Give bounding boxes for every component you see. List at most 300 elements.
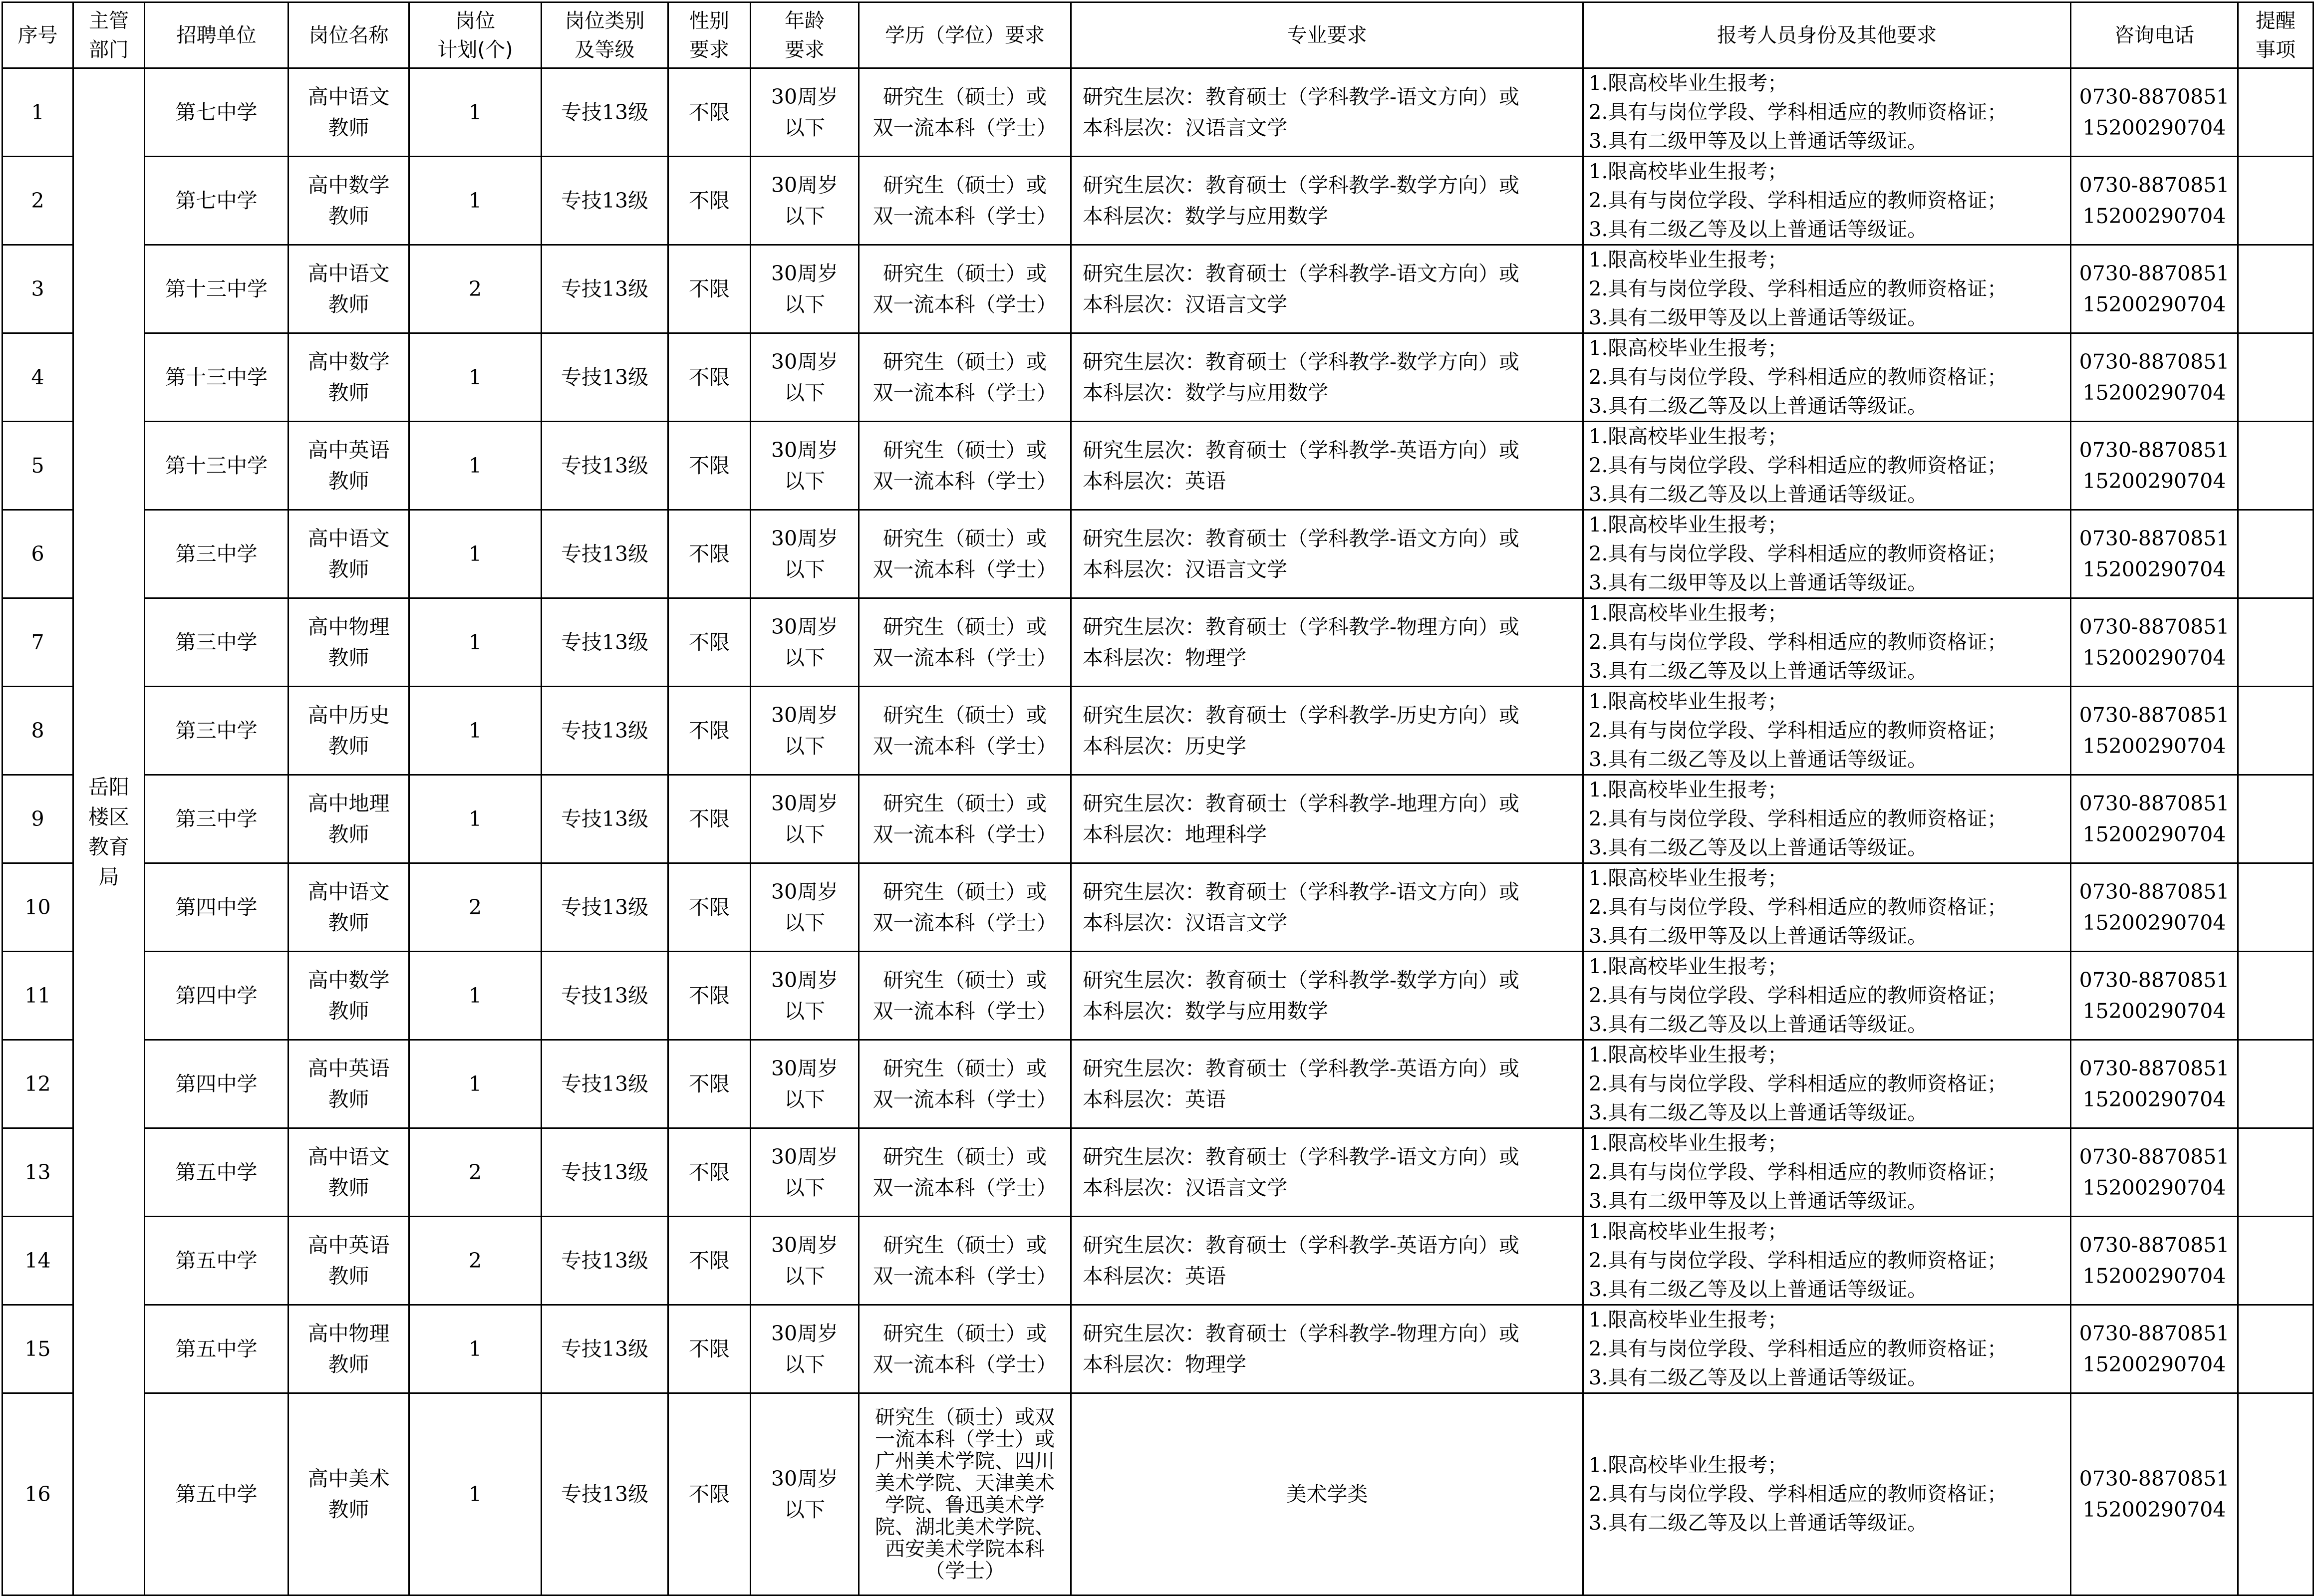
cell-requirements [1583, 687, 2071, 775]
cell-line: 0730-8870851 [2079, 438, 2230, 462]
table-row [2, 687, 2314, 775]
cell-plan: 1 [409, 510, 542, 598]
cell-plan: 1 [409, 68, 542, 157]
cell-requirements [1583, 1305, 2071, 1393]
cell-line: 30周岁 [771, 1467, 839, 1491]
table-row [2, 1128, 2314, 1217]
cell-seq: 6 [2, 510, 73, 598]
cell-line: 研究生（硕士）或 [883, 1322, 1047, 1345]
cell-line: 0730-8870851 [2079, 527, 2230, 550]
cell-requirements [1583, 598, 2071, 687]
cell-notes [2238, 68, 2314, 157]
cell-unit: 第三中学 [145, 775, 289, 863]
cell-unit: 第三中学 [145, 687, 289, 775]
table-row [2, 245, 2314, 333]
cell-line: 学院、鲁迅美术学 [885, 1494, 1045, 1517]
cell-line: 高中地理 [307, 792, 390, 815]
cell-phone [2071, 775, 2238, 863]
cell-line: 高中数学 [307, 968, 390, 992]
cell-line: 15200290704 [2082, 1087, 2226, 1111]
cell-seq: 12 [2, 1040, 73, 1128]
cell-major [1071, 245, 1583, 333]
cell-major [1071, 1040, 1583, 1128]
cell-line: 本科层次：汉语言文学 [1083, 911, 1287, 935]
cell-line: 西安美术学院本科 [885, 1538, 1045, 1561]
cell-line: 本科层次：历史学 [1083, 734, 1246, 758]
cell-requirements [1583, 333, 2071, 422]
cell-line: 高中英语 [307, 1057, 390, 1080]
cell-line: 0730-8870851 [2079, 85, 2230, 109]
cell-phone [2071, 952, 2238, 1040]
cell-line: 美术学类 [1286, 1482, 1368, 1506]
cell-unit: 第五中学 [145, 1128, 289, 1217]
cell-line: 高中物理 [307, 1322, 390, 1345]
cell-major [1071, 157, 1583, 245]
cell-line: 1.限高校毕业生报考； [1589, 425, 1788, 448]
cell-line: 以下 [784, 1087, 825, 1111]
cell-seq: 16 [2, 1393, 73, 1596]
cell-line: 2.具有与岗位学段、学科相适应的教师资格证； [1589, 631, 2008, 654]
cell-line: 教师 [328, 381, 369, 405]
cell-line: 2.具有与岗位学段、学科相适应的教师资格证； [1589, 719, 2008, 742]
cell-education [859, 510, 1071, 598]
cell-line: 教师 [328, 911, 369, 935]
cell-post [289, 687, 409, 775]
cell-line: 1.限高校毕业生报考； [1589, 779, 1788, 801]
cell-plan: 1 [409, 333, 542, 422]
cell-post [289, 1128, 409, 1217]
cell-requirements [1583, 1128, 2071, 1217]
cell-line: 1.限高校毕业生报考； [1589, 1454, 1788, 1477]
cell-requirements [1583, 245, 2071, 333]
cell-line: 15200290704 [2082, 1176, 2226, 1200]
cell-plan: 1 [409, 1305, 542, 1393]
cell-seq: 9 [2, 775, 73, 863]
cell-line: 30周岁 [771, 85, 839, 109]
cell-line: 研究生（硕士）或 [883, 1057, 1047, 1080]
cell-line: 高中语文 [307, 1145, 390, 1169]
header-education: 学历（学位）要求 [859, 2, 1071, 68]
cell-line: 教师 [328, 292, 369, 316]
cell-age [751, 245, 859, 333]
cell-line: 楼区 [88, 804, 129, 829]
cell-education [859, 775, 1071, 863]
cell-line: 2.具有与岗位学段、学科相适应的教师资格证； [1589, 101, 2008, 124]
cell-line: 双一流本科（学士） [872, 116, 1057, 140]
cell-notes [2238, 510, 2314, 598]
cell-notes [2238, 775, 2314, 863]
cell-education [859, 952, 1071, 1040]
cell-line: 3.具有二级乙等及以上普通话等级证。 [1589, 1101, 1928, 1124]
cell-age [751, 510, 859, 598]
cell-age [751, 1040, 859, 1128]
cell-line: 研究生（硕士）或 [883, 615, 1047, 639]
cell-line: 高中语文 [307, 85, 390, 109]
cell-category: 专技13级 [542, 598, 668, 687]
cell-line: 本科层次：物理学 [1083, 1352, 1246, 1376]
cell-line: 高中物理 [307, 615, 390, 639]
cell-category: 专技13级 [542, 68, 668, 157]
cell-line: 15200290704 [2082, 911, 2226, 935]
header-age: 年龄 要求 [751, 2, 859, 68]
cell-line: 30周岁 [771, 792, 839, 815]
cell-line: 2.具有与岗位学段、学科相适应的教师资格证； [1589, 1483, 2008, 1506]
cell-line: 30周岁 [771, 527, 839, 550]
table-row [2, 863, 2314, 952]
cell-gender: 不限 [668, 1128, 751, 1217]
cell-line: 15200290704 [2082, 999, 2226, 1023]
cell-major [1071, 687, 1583, 775]
cell-category: 专技13级 [542, 1393, 668, 1596]
cell-seq: 5 [2, 422, 73, 510]
table-row [2, 598, 2314, 687]
cell-line: 2.具有与岗位学段、学科相适应的教师资格证； [1589, 807, 2008, 830]
cell-line: 2.具有与岗位学段、学科相适应的教师资格证； [1589, 189, 2008, 212]
cell-phone [2071, 687, 2238, 775]
cell-phone [2071, 422, 2238, 510]
cell-line: 2.具有与岗位学段、学科相适应的教师资格证； [1589, 1072, 2008, 1095]
cell-line: 研究生（硕士）或 [883, 968, 1047, 992]
cell-line: 30周岁 [771, 262, 839, 285]
cell-age [751, 775, 859, 863]
cell-gender: 不限 [668, 1393, 751, 1596]
cell-education [859, 333, 1071, 422]
cell-unit: 第五中学 [145, 1217, 289, 1305]
header-gender: 性别 要求 [668, 2, 751, 68]
cell-line: 研究生层次：教育硕士（学科教学-物理方向）或 [1083, 615, 1519, 639]
cell-line: 15200290704 [2082, 1498, 2226, 1522]
cell-category: 专技13级 [542, 863, 668, 952]
cell-category: 专技13级 [542, 1040, 668, 1128]
cell-line: 3.具有二级甲等及以上普通话等级证。 [1589, 925, 1928, 948]
cell-category: 专技13级 [542, 157, 668, 245]
cell-seq: 3 [2, 245, 73, 333]
cell-seq: 7 [2, 598, 73, 687]
cell-line: 院、湖北美术学院、 [875, 1516, 1055, 1539]
cell-line: 高中数学 [307, 173, 390, 197]
cell-education [859, 1040, 1071, 1128]
cell-line: 研究生层次：教育硕士（学科教学-数学方向）或 [1083, 350, 1519, 374]
cell-major [1071, 952, 1583, 1040]
cell-age [751, 68, 859, 157]
cell-line: （学士） [925, 1560, 1005, 1583]
cell-line: 高中数学 [307, 350, 390, 374]
cell-age [751, 1305, 859, 1393]
cell-line: 双一流本科（学士） [872, 1264, 1057, 1288]
cell-line: 1.限高校毕业生报考； [1589, 72, 1788, 95]
cell-line: 研究生（硕士）或 [883, 85, 1047, 109]
cell-line: 研究生（硕士）或 [883, 792, 1047, 815]
cell-phone [2071, 333, 2238, 422]
cell-post [289, 598, 409, 687]
cell-phone [2071, 598, 2238, 687]
cell-line: 本科层次：汉语言文学 [1083, 1176, 1287, 1200]
cell-line: 教师 [328, 557, 369, 581]
cell-phone [2071, 1128, 2238, 1217]
cell-major [1071, 1128, 1583, 1217]
cell-line: 15200290704 [2082, 557, 2226, 581]
cell-line: 一流本科（学士）或 [875, 1428, 1055, 1451]
cell-phone [2071, 157, 2238, 245]
cell-seq: 10 [2, 863, 73, 952]
cell-seq: 13 [2, 1128, 73, 1217]
cell-unit: 第十三中学 [145, 245, 289, 333]
cell-age [751, 1217, 859, 1305]
table-row [2, 1217, 2314, 1305]
header-post: 岗位名称 [289, 2, 409, 68]
cell-gender: 不限 [668, 1217, 751, 1305]
cell-major [1071, 333, 1583, 422]
table-row [2, 952, 2314, 1040]
cell-line: 1.限高校毕业生报考； [1589, 690, 1788, 713]
table-header [2, 2, 2314, 68]
cell-education [859, 157, 1071, 245]
table-row [2, 510, 2314, 598]
cell-unit: 第七中学 [145, 157, 289, 245]
cell-notes [2238, 1217, 2314, 1305]
cell-line: 0730-8870851 [2079, 173, 2230, 197]
cell-line: 双一流本科（学士） [872, 469, 1057, 493]
cell-category: 专技13级 [542, 510, 668, 598]
cell-line: 1.限高校毕业生报考； [1589, 514, 1788, 536]
cell-education [859, 245, 1071, 333]
cell-seq: 2 [2, 157, 73, 245]
cell-age [751, 333, 859, 422]
cell-line: 30周岁 [771, 350, 839, 374]
cell-line: 30周岁 [771, 1322, 839, 1345]
cell-line: 研究生层次：教育硕士（学科教学-语文方向）或 [1083, 262, 1519, 285]
cell-gender: 不限 [668, 1040, 751, 1128]
cell-line: 3.具有二级乙等及以上普通话等级证。 [1589, 395, 1928, 418]
cell-major [1071, 510, 1583, 598]
cell-line: 0730-8870851 [2079, 1057, 2230, 1080]
cell-line: 3.具有二级乙等及以上普通话等级证。 [1589, 218, 1928, 241]
cell-line: 2.具有与岗位学段、学科相适应的教师资格证； [1589, 984, 2008, 1007]
cell-line: 研究生（硕士）或 [883, 350, 1047, 374]
cell-notes [2238, 157, 2314, 245]
cell-line: 教师 [328, 734, 369, 758]
table-row [2, 157, 2314, 245]
cell-seq: 15 [2, 1305, 73, 1393]
cell-line: 3.具有二级乙等及以上普通话等级证。 [1589, 1366, 1928, 1389]
header-unit: 招聘单位 [145, 2, 289, 68]
cell-line: 3.具有二级甲等及以上普通话等级证。 [1589, 571, 1928, 594]
cell-category: 专技13级 [542, 687, 668, 775]
cell-line: 局 [98, 864, 119, 889]
cell-line: 0730-8870851 [2079, 262, 2230, 285]
cell-age [751, 157, 859, 245]
cell-unit: 第三中学 [145, 598, 289, 687]
cell-plan: 1 [409, 598, 542, 687]
cell-line: 研究生层次：教育硕士（学科教学-语文方向）或 [1083, 1145, 1519, 1169]
cell-line: 0730-8870851 [2079, 1233, 2230, 1257]
cell-category: 专技13级 [542, 245, 668, 333]
cell-line: 15200290704 [2082, 292, 2226, 316]
cell-line: 研究生（硕士）或 [883, 1233, 1047, 1257]
cell-age [751, 1393, 859, 1596]
cell-line: 30周岁 [771, 968, 839, 992]
header-dept: 主管 部门 [73, 2, 145, 68]
cell-line: 0730-8870851 [2079, 1467, 2230, 1491]
cell-major [1071, 598, 1583, 687]
cell-line: 双一流本科（学士） [872, 1352, 1057, 1376]
cell-line: 双一流本科（学士） [872, 646, 1057, 670]
cell-line: 双一流本科（学士） [872, 292, 1057, 316]
cell-line: 0730-8870851 [2079, 615, 2230, 639]
cell-line: 15200290704 [2082, 646, 2226, 670]
cell-notes [2238, 598, 2314, 687]
cell-seq: 8 [2, 687, 73, 775]
cell-unit: 第七中学 [145, 68, 289, 157]
cell-line: 研究生层次：教育硕士（学科教学-语文方向）或 [1083, 880, 1519, 904]
cell-line: 教师 [328, 1352, 369, 1376]
cell-major [1071, 775, 1583, 863]
table-row [2, 775, 2314, 863]
cell-line: 以下 [784, 1352, 825, 1376]
cell-line: 岳阳 [88, 775, 129, 799]
header-requirements: 报考人员身份及其他要求 [1583, 2, 2071, 68]
cell-line: 教师 [328, 999, 369, 1023]
cell-gender: 不限 [668, 68, 751, 157]
cell-line: 2.具有与岗位学段、学科相适应的教师资格证； [1589, 1337, 2008, 1360]
cell-post [289, 157, 409, 245]
cell-line: 本科层次：英语 [1083, 1264, 1226, 1288]
cell-line: 研究生（硕士）或双 [875, 1406, 1055, 1429]
cell-line: 研究生层次：教育硕士（学科教学-数学方向）或 [1083, 968, 1519, 992]
cell-line: 以下 [784, 381, 825, 405]
cell-gender: 不限 [668, 775, 751, 863]
cell-line: 双一流本科（学士） [872, 1087, 1057, 1111]
cell-gender: 不限 [668, 1305, 751, 1393]
cell-phone [2071, 510, 2238, 598]
cell-notes [2238, 952, 2314, 1040]
cell-line: 美术学院、天津美术 [875, 1472, 1055, 1495]
cell-unit: 第四中学 [145, 863, 289, 952]
cell-line: 3.具有二级乙等及以上普通话等级证。 [1589, 836, 1928, 859]
cell-age [751, 1128, 859, 1217]
cell-line: 0730-8870851 [2079, 880, 2230, 904]
cell-category: 专技13级 [542, 775, 668, 863]
cell-line: 2.具有与岗位学段、学科相适应的教师资格证； [1589, 454, 2008, 477]
cell-line: 3.具有二级乙等及以上普通话等级证。 [1589, 1512, 1928, 1535]
cell-phone [2071, 68, 2238, 157]
cell-line: 高中语文 [307, 262, 390, 285]
cell-gender: 不限 [668, 157, 751, 245]
cell-education [859, 1305, 1071, 1393]
cell-gender: 不限 [668, 510, 751, 598]
cell-requirements [1583, 863, 2071, 952]
cell-line: 以下 [784, 1176, 825, 1200]
cell-requirements [1583, 157, 2071, 245]
cell-requirements [1583, 952, 2071, 1040]
cell-plan: 1 [409, 422, 542, 510]
cell-phone [2071, 1393, 2238, 1596]
header-row [2, 2, 2314, 68]
cell-notes [2238, 1040, 2314, 1128]
cell-gender: 不限 [668, 333, 751, 422]
cell-notes [2238, 1128, 2314, 1217]
cell-requirements [1583, 775, 2071, 863]
cell-line: 15200290704 [2082, 204, 2226, 228]
cell-post [289, 245, 409, 333]
header-notes: 提醒 事项 [2238, 2, 2314, 68]
cell-line: 研究生（硕士）或 [883, 438, 1047, 462]
cell-line: 本科层次：数学与应用数学 [1083, 381, 1328, 405]
cell-line: 教师 [328, 1176, 369, 1200]
cell-unit: 第四中学 [145, 952, 289, 1040]
cell-line: 高中美术 [307, 1467, 390, 1491]
cell-line: 以下 [784, 999, 825, 1023]
cell-line: 本科层次：汉语言文学 [1083, 292, 1287, 316]
cell-line: 以下 [784, 204, 825, 228]
cell-post [289, 68, 409, 157]
cell-major [1071, 1305, 1583, 1393]
cell-line: 3.具有二级甲等及以上普通话等级证。 [1589, 1190, 1928, 1213]
cell-line: 研究生层次：教育硕士（学科教学-地理方向）或 [1083, 792, 1519, 815]
cell-line: 双一流本科（学士） [872, 204, 1057, 228]
cell-line: 双一流本科（学士） [872, 557, 1057, 581]
cell-phone [2071, 245, 2238, 333]
cell-line: 研究生（硕士）或 [883, 1145, 1047, 1169]
cell-post [289, 952, 409, 1040]
cell-notes [2238, 1305, 2314, 1393]
cell-education [859, 1393, 1071, 1596]
cell-plan: 1 [409, 687, 542, 775]
cell-line: 0730-8870851 [2079, 350, 2230, 374]
cell-line: 1.限高校毕业生报考； [1589, 955, 1788, 978]
cell-line: 教师 [328, 1498, 369, 1522]
cell-plan: 1 [409, 1040, 542, 1128]
cell-education [859, 1217, 1071, 1305]
cell-line: 双一流本科（学士） [872, 1176, 1057, 1200]
cell-line: 本科层次：数学与应用数学 [1083, 999, 1328, 1023]
cell-line: 以下 [784, 734, 825, 758]
cell-phone [2071, 1040, 2238, 1128]
cell-notes [2238, 863, 2314, 952]
cell-line: 双一流本科（学士） [872, 381, 1057, 405]
cell-line: 0730-8870851 [2079, 968, 2230, 992]
cell-education [859, 68, 1071, 157]
cell-line: 研究生（硕士）或 [883, 527, 1047, 550]
cell-age [751, 952, 859, 1040]
cell-unit: 第三中学 [145, 510, 289, 598]
cell-line: 30周岁 [771, 880, 839, 904]
recruitment-table [1, 1, 2314, 1596]
cell-post [289, 1305, 409, 1393]
cell-line: 研究生层次：教育硕士（学科教学-数学方向）或 [1083, 173, 1519, 197]
cell-requirements [1583, 1040, 2071, 1128]
cell-line: 高中语文 [307, 880, 390, 904]
cell-line: 2.具有与岗位学段、学科相适应的教师资格证； [1589, 1161, 2008, 1184]
cell-line: 30周岁 [771, 703, 839, 727]
cell-requirements [1583, 422, 2071, 510]
cell-plan: 1 [409, 1393, 542, 1596]
cell-plan: 1 [409, 157, 542, 245]
cell-line: 3.具有二级乙等及以上普通话等级证。 [1589, 660, 1928, 683]
cell-line: 研究生（硕士）或 [883, 703, 1047, 727]
cell-line: 本科层次：数学与应用数学 [1083, 204, 1328, 228]
cell-line: 15200290704 [2082, 116, 2226, 140]
cell-line: 研究生层次：教育硕士（学科教学-英语方向）或 [1083, 1057, 1519, 1080]
cell-requirements [1583, 510, 2071, 598]
cell-line: 以下 [784, 292, 825, 316]
cell-age [751, 863, 859, 952]
cell-phone [2071, 1217, 2238, 1305]
cell-line: 3.具有二级乙等及以上普通话等级证。 [1589, 1013, 1928, 1036]
cell-line: 本科层次：汉语言文学 [1083, 116, 1287, 140]
cell-seq: 14 [2, 1217, 73, 1305]
cell-line: 高中英语 [307, 1233, 390, 1257]
